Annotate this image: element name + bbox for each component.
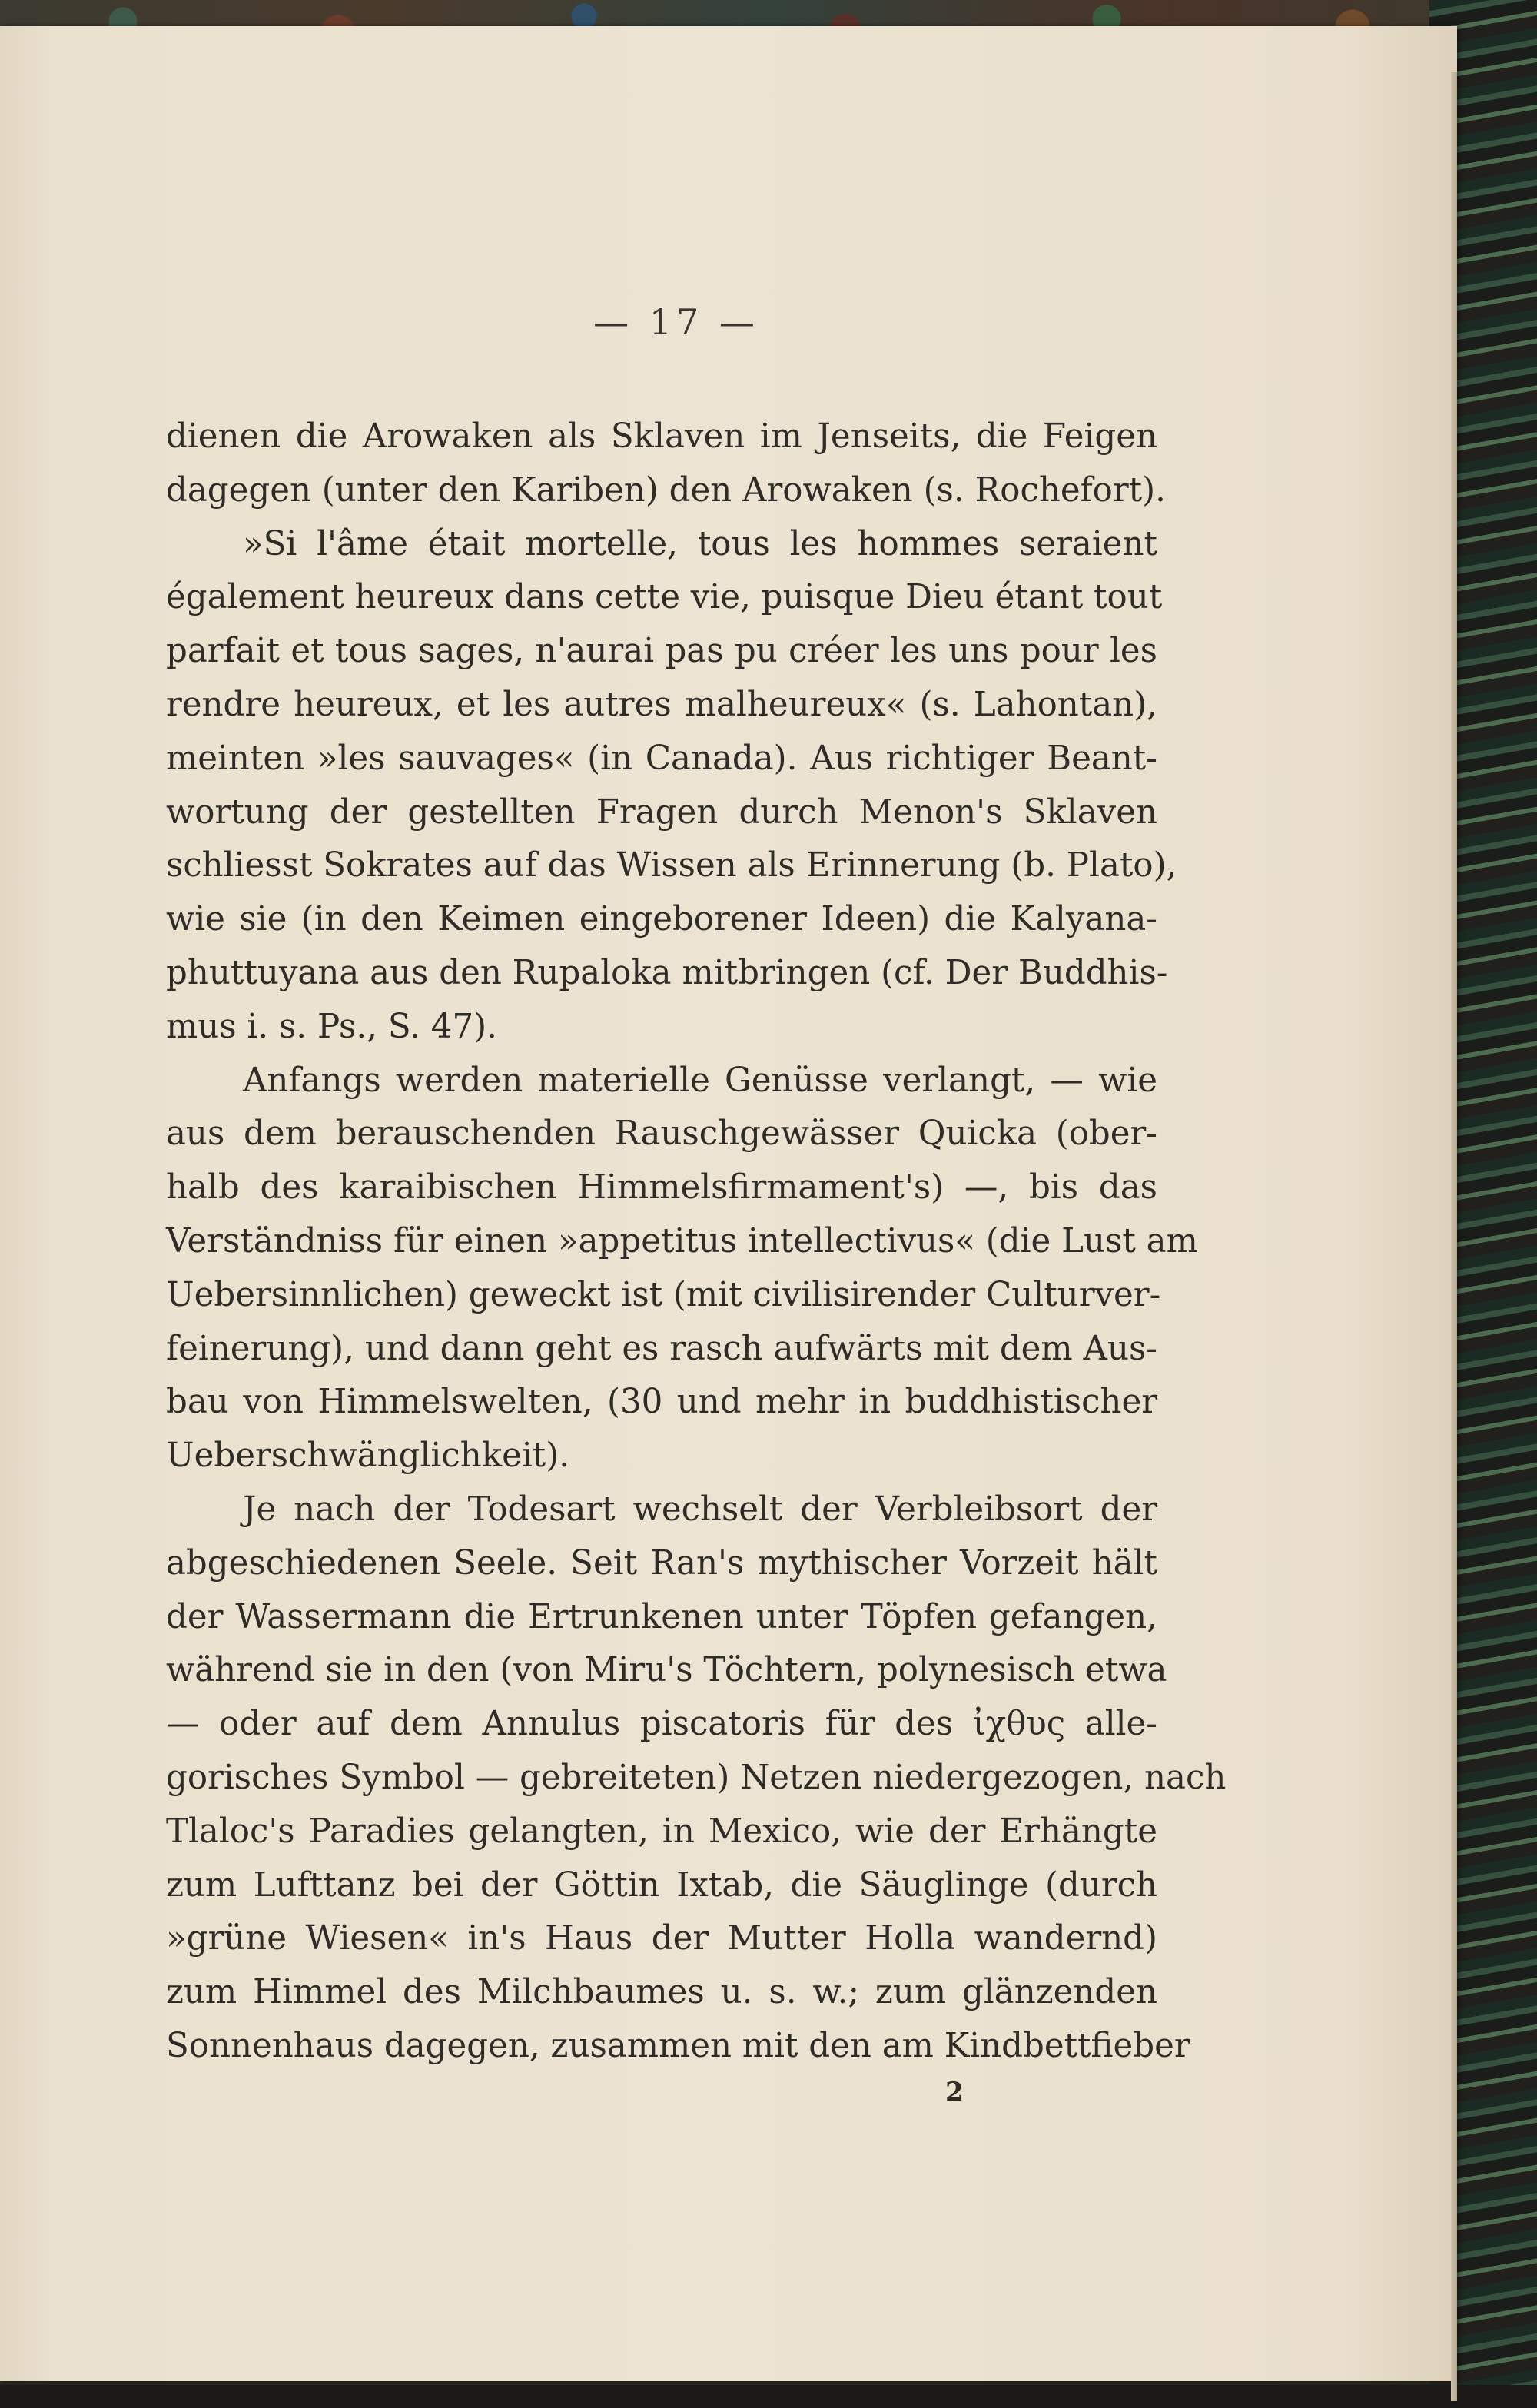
text-line: Ueberschwänglichkeit).	[166, 1436, 570, 1476]
text-line: phuttuyana aus den Rupaloka mitbringen (cf. Der Buddhis-	[166, 953, 1168, 992]
body-text	[166, 410, 1227, 2074]
book-page	[0, 26, 1457, 2381]
text-line: — oder auf dem Annulus piscatoris für des ἰχθυς alle-	[166, 1705, 1157, 1744]
book-bottom-edge	[0, 2385, 1537, 2408]
text-line: Tlaloc's Paradies gelangten, in Mexico, wie der Erhängte	[166, 1812, 1157, 1851]
page-number: — 17 —	[593, 301, 759, 343]
text-line: feinerung), und dann geht es rasch aufwärts mit dem Aus-	[166, 1329, 1157, 1368]
text-line: Je nach der Todesart wechselt der Verbleibsort der	[243, 1490, 1157, 1529]
page-stack-edge	[1451, 72, 1457, 2401]
text-line: halb des karaibischen Himmelsfirmament's) —, bis das	[166, 1168, 1157, 1207]
text-line: Uebersinnlichen) geweckt ist (mit civilisirender Culturver-	[166, 1275, 1161, 1314]
text-line: schliesst Sokrates auf das Wissen als Erinnerung (b. Plato),	[166, 846, 1177, 885]
text-line: abgeschiedenen Seele. Seit Ran's mythischer Vorzeit hält	[166, 1543, 1157, 1583]
text-line: bau von Himmelswelten, (30 und mehr in buddhistischer	[166, 1383, 1157, 1422]
text-line: dagegen (unter den Kariben) den Arowaken (s. Rochefort).	[166, 470, 1166, 510]
text-line: parfait et tous sages, n'aurai pas pu créer les uns pour les	[166, 632, 1157, 671]
text-line: dienen die Arowaken als Sklaven im Jenseits, die Feigen	[166, 417, 1157, 456]
text-line: zum Lufttanz bei der Göttin Ixtab, die Säuglinge (durch	[166, 1865, 1157, 1905]
text-line: meinten »les sauvages« (in Canada). Aus richtiger Beant-	[166, 739, 1157, 778]
text-line: rendre heureux, et les autres malheureux« (s. Lahontan),	[166, 685, 1157, 724]
text-line: wortung der gestellten Fragen durch Menon's Sklaven	[166, 792, 1157, 832]
text-line: Sonnenhaus dagegen, zusammen mit den am Kindbettfieber	[166, 2026, 1190, 2065]
text-line: gorisches Symbol — gebreiteten) Netzen niedergezogen, nach	[166, 1758, 1227, 1797]
text-line: mus i. s. Ps., S. 47).	[166, 1007, 497, 1046]
text-line: aus dem berauschenden Rauschgewässer Quicka (ober-	[166, 1114, 1157, 1154]
text-line: zum Himmel des Milchbaumes u. s. w.; zum glänzenden	[166, 1973, 1157, 2012]
text-line: également heureux dans cette vie, puisque Dieu étant tout	[166, 578, 1163, 617]
text-line: »grüne Wiesen« in's Haus der Mutter Holla wandernd)	[166, 1919, 1157, 1958]
text-line: während sie in den (von Miru's Töchtern, polynesisch etwa	[166, 1651, 1167, 1690]
signature-mark: 2	[945, 2077, 964, 2107]
text-line: wie sie (in den Keimen eingeborener Ideen) die Kalyana-	[166, 900, 1157, 939]
text-line: Verständniss für einen »appetitus intellectivus« (die Lust am	[166, 1221, 1198, 1260]
text-line: der Wassermann die Ertrunkenen unter Töpfen gefangen,	[166, 1597, 1157, 1636]
text-line: »Si l'âme était mortelle, tous les hommes seraient	[243, 524, 1157, 563]
text-line: Anfangs werden materielle Genüsse verlangt, — wie	[243, 1061, 1157, 1100]
